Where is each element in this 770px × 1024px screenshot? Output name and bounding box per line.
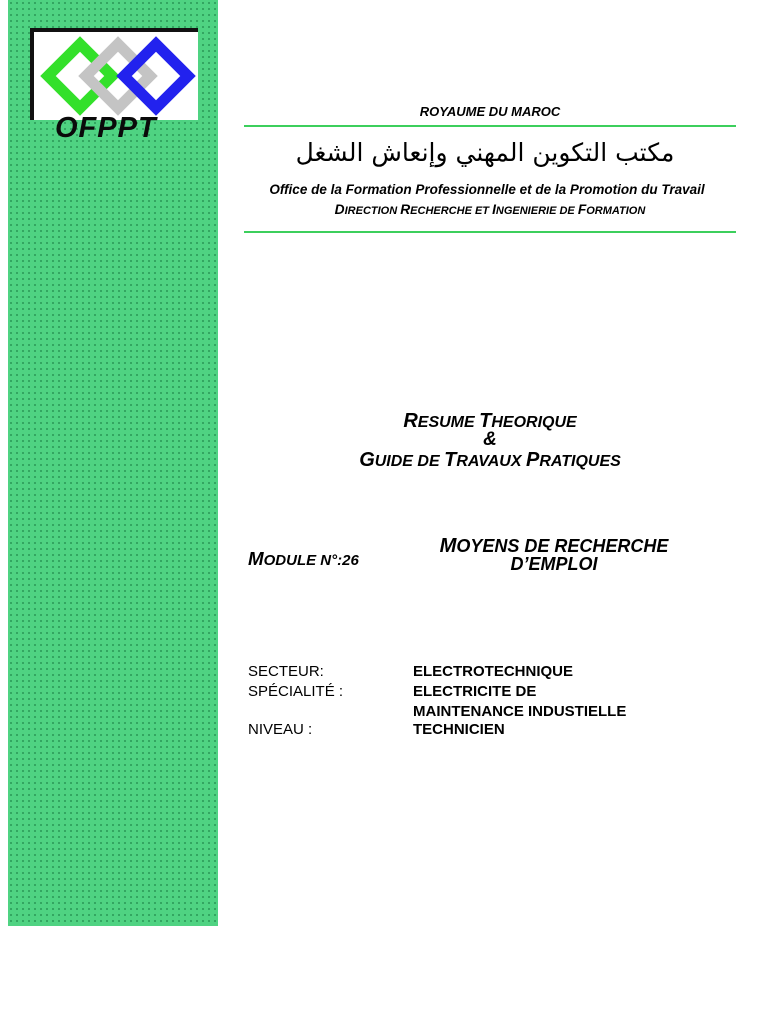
header-rule-top — [244, 125, 736, 127]
ofppt-logo — [30, 28, 198, 120]
specialite-value-line2: MAINTENANCE INDUSTIELLE — [413, 703, 627, 720]
office-name: Office de la Formation Professionnelle et de la Promotion du Travail — [269, 182, 705, 197]
arabic-organization-name: مكتب التكوين المهني وإنعاش الشغل — [295, 138, 675, 167]
title-line-guide: GUIDE DE TRAVAUX PRATIQUES — [359, 449, 621, 471]
module-title: MOYENS DE RECHERCHE D’EMPLOI — [439, 535, 669, 574]
interlocked-squares-icon — [38, 36, 200, 120]
title-ampersand: & — [483, 429, 497, 450]
module-number: MODULE N°:26 — [248, 548, 359, 569]
niveau-label: NIVEAU : — [248, 721, 313, 738]
logo-text: OFPPT — [55, 112, 157, 144]
direction-line: DIRECTION RECHERCHE ET INGENIERIE DE FORMATION — [334, 202, 646, 217]
niveau-value: TECHNICIEN — [413, 721, 505, 738]
kingdom-heading: ROYAUME DU MAROC — [419, 104, 561, 119]
header-rule-bottom — [244, 231, 736, 233]
secteur-label: SECTEUR: — [248, 663, 324, 680]
specialite-label: SPÉCIALITÉ : — [248, 683, 344, 700]
title-line-resume: RESUME THEORIQUE — [403, 410, 577, 432]
specialite-value-line1: ELECTRICITE DE — [413, 683, 537, 700]
secteur-value: ELECTROTECHNIQUE — [413, 663, 574, 680]
